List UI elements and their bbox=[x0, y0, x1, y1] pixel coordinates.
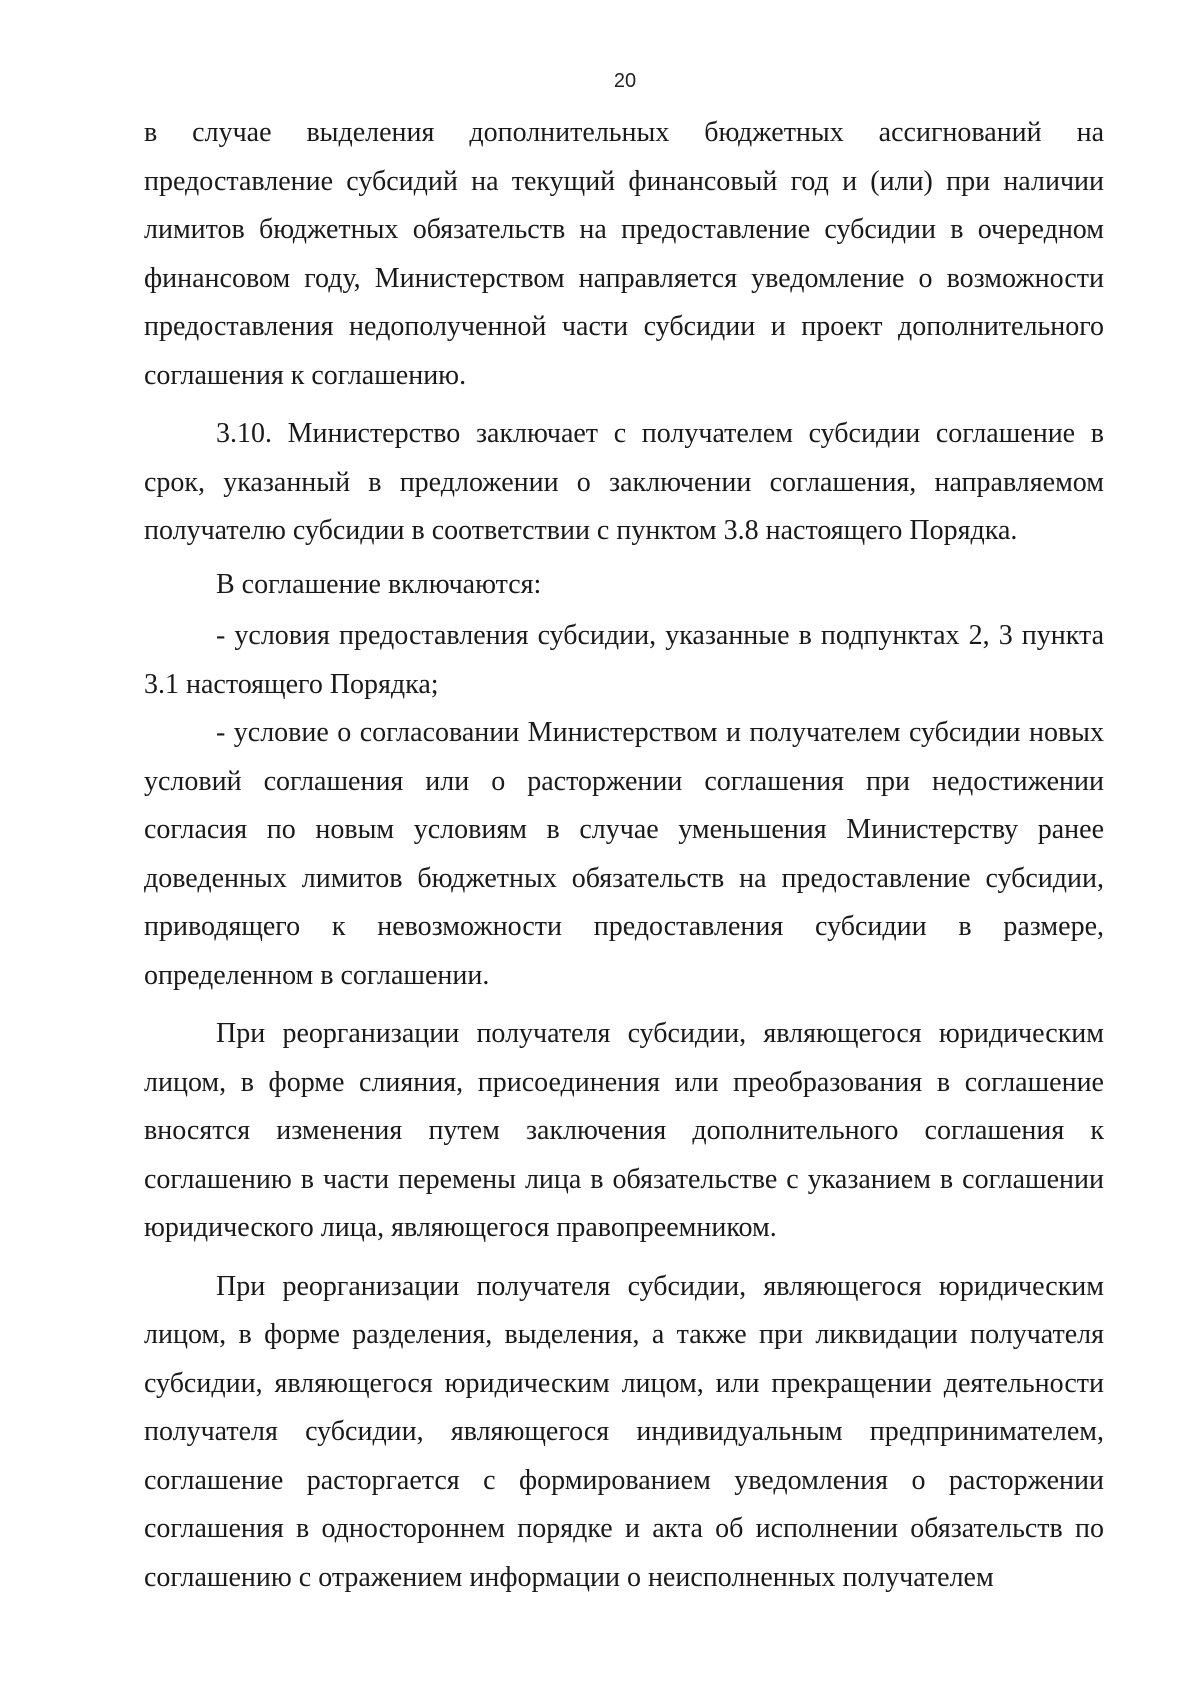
document-body bbox=[144, 109, 1104, 1602]
paragraph-reorganization-merger: При реорганизации получателя субсидии, являющегося юридическим лицом, в форме слияния, присоединения или преобразования в соглашение вносятся изменения путем заключения дополнительного соглашения к соглашению в части перемены лица в обязательстве с указанием в соглашении юридического лица, являющегося правопреемником. bbox=[144, 1018, 1104, 1243]
paragraph-list-item-conditions: - условия предоставления субсидии, указанные в подпунктах 2, 3 пункта 3.1 настоящего Порядка; bbox=[144, 620, 1104, 700]
paragraph-clause-3-10: 3.10. Министерство заключает с получателем субсидии соглашение в срок, указанный в предложении о заключении соглашения, направляемом получателю субсидии в соответствии с пунктом 3.8 настоящего Порядка. bbox=[144, 418, 1104, 546]
paragraph-list-item-approval: - условие о согласовании Министерством и получателем субсидии новых условий соглашения или о расторжении соглашения при недостижении согласия по новым условиям в случае уменьшения Министерству ранее доведенных лимитов бюджетных обязательств на предоставление субсидии, приводящего к невозможности предоставления субсидии в размере, определенном в соглашении. bbox=[144, 717, 1104, 991]
paragraph-continuation: в случае выделения дополнительных бюджетных ассигнований на предоставление субсидий на текущий финансовый год и (или) при наличии лимитов бюджетных обязательств на предоставление субсидии в очередном финансовом году, Министерством направляется уведомление о возможности предоставления недополученной части субсидии и проект дополнительного соглашения к соглашению. bbox=[144, 117, 1104, 391]
page-number: 20 bbox=[613, 70, 637, 92]
paragraph-agreement-includes: В соглашение включаются: bbox=[216, 568, 542, 600]
paragraph-reorganization-division: При реорганизации получателя субсидии, являющегося юридическим лицом, в форме разделения, выделения, а также при ликвидации получателя субсидии, являющегося юридическим лицом, или прекращении деятельности получателя субсидии, являющегося индивидуальным предпринимателем, соглашение расторгается с формированием уведомления о расторжении соглашения в одностороннем порядке и акта об исполнении обязательств по соглашению с отражением информации о неисполненных получателем bbox=[144, 1270, 1104, 1593]
